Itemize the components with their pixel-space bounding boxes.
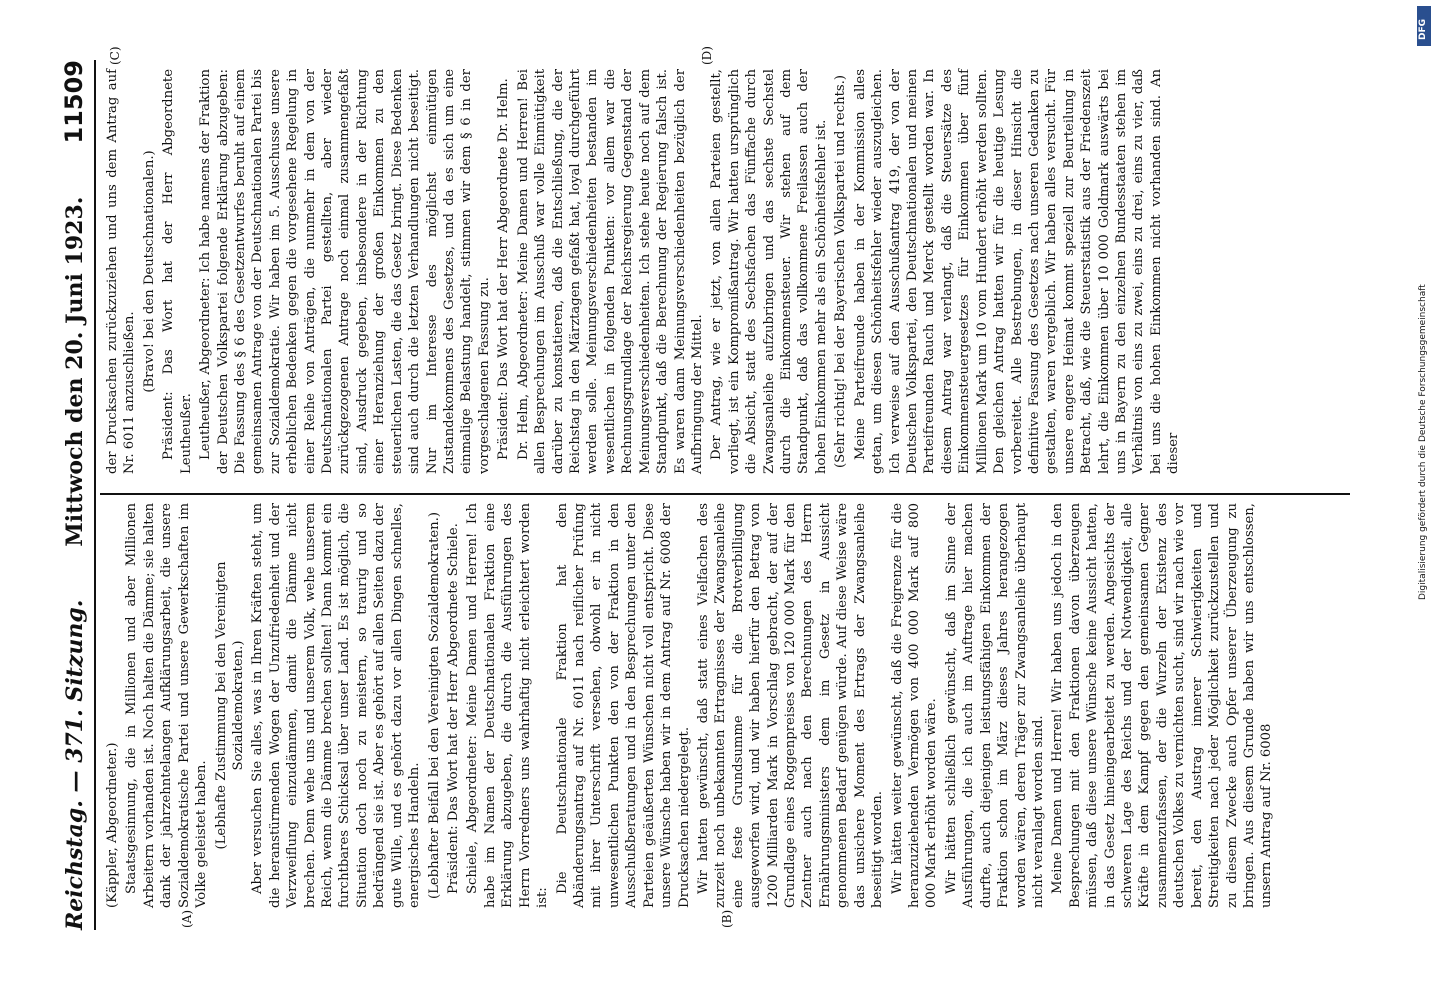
running-head bbox=[60, 60, 96, 930]
presidential-remark: Präsident: Das Wort hat der Herr Abgeordnete Dr. Helm. bbox=[496, 78, 512, 460]
interjection: (Lebhafte Zustimmung bei den Vereinigten Sozialdemokraten.) bbox=[213, 561, 246, 850]
digitization-credit bbox=[1418, 10, 1432, 1000]
paragraph: Staatsgesinnung, die in Millionen und aber Millionen Arbeitern vorhanden ist. Noch halten die Dämme; sie halten dank der jahrzehntelangen Aufklärungsarbeit, die unsere Sozialdemokratische Partei und unsere Gewerkschaften im Volke geleistet haben. bbox=[124, 503, 210, 908]
interjection: (Sehr richtig! bei der Bayerischen Volkspartei und rechts.) bbox=[833, 74, 849, 469]
right-column bbox=[104, 69, 1185, 474]
paragraph: Wir hätten weiter gewünscht, daß die Freigrenze für die heranzuziehenden Vermögen von 400 000 Mark auf 800 000 Mark erhöht worden wäre. bbox=[889, 503, 940, 908]
margin-mark-d: (D) bbox=[700, 46, 714, 65]
paragraph: der Drucksachen zurückzuziehen und uns dem Antrag auf Nr. 6011 anzuschließen. bbox=[105, 69, 138, 474]
paragraph: Dr. Helm, Abgeordneter: Meine Damen und Herren! Bei allen Besprechungen im Ausschuß war volle Einmütigkeit darüber zu konstatieren, daß die Entschließung, die der Reichstag in den Märztagen gefaßt hat, loyal durchgeführt werden solle. Meinungsverschiedenheiten bestanden im wesentlichen in folgenden Punkten: vor allem war die Rechnungsgrundlage der Reichsregierung Gegenstand der Meinungsverschiedenheiten. Ich stehe heute noch auf dem Standpunkt, daß die Berechnung der Regierung falsch ist. Es waren dann Meinungsverschiedenheiten bezüglich der Aufbringung der Mittel. bbox=[515, 69, 705, 474]
presidential-remark: Präsident: Das Wort hat der Herr Abgeordnete Leutheußer. bbox=[161, 69, 194, 474]
paragraph: Meine Parteifreunde haben in der Kommission alles getan, um diesen Schönheitsfehler wieder auszugleichen. Ich verweise auf den Ausschußantrag 419, der von der Deutschen Volkspartei, den Deutschnationalen und meinen Parteifreunden Rauch und Merck gestellt worden war. In diesem Antrag war verlangt, daß die Steuersätze des Einkommensteuergesetzes für Einkommen über fünf Millionen Mark um 10 vom Hundert erhöht werden sollten. Den gleichen Antrag hatten wir für die heutige Lesung vorbereitet. Alle Bestrebungen, in dieser Hinsicht die definitive Fassung des Gesetzes nach unseren Gedanken zu gestalten, waren vergeblich. Wir haben alles versucht. Für unsere engere Heimat kommt speziell zur Beurteilung in Betracht, daß, wie die Steuerstatistik aus der Friedenszeit lehrt, die Einkommen über 10 000 Goldmark auswärts bei uns in Bayern zu den einzelnen Bundesstaaten stehen im Verhältnis von eins zu zwei, eins zu drei, eins zu vier, daß bei uns die hohen Einkommen nicht vorhanden sind. An dieser bbox=[852, 69, 1182, 474]
paragraph: Leutheußer, Abgeordneter: Ich habe namens der Fraktion der Deutschen Volkspartei folgende Erklärung abzugeben: Die Fassung des § 6 des Gesetzentwurfes beruht auf einem gemeinsamen Antrage von der Deutschnationalen Partei bis zur Sozialdemokratie. Wir haben im 5. Ausschusse unsere erheblichen Bedenken gegen die vorgesehene Regelung in einer Reihe von Anträgen, die nunmehr in dem von der Deutschnationalen Partei gestellten, aber wieder zurückgezogenen Antrage noch einmal zusammengefaßt sind, Ausdruck gegeben, insbesondere in der Richtung einer Heranziehung der großen Einkommen zu den steuerlichen Lasten, die das Gesetz bringt. Diese Bedenken sind auch durch die letzten Verhandlungen nicht beseitigt. Nur im Interesse des möglichst einmütigen Zustandekommens des Gesetzes, und da es sich um eine einmalige Belastung handelt, stimmen wir dem § 6 in der vorgeschlagenen Fassung zu. bbox=[198, 69, 492, 474]
margin-mark-c: (C) bbox=[108, 46, 122, 65]
left-column bbox=[104, 503, 1278, 908]
paragraph: Der Antrag, wie er jetzt, von allen Parteien gestellt, vorliegt, ist ein Kompromißantrag. Wir hatten ursprünglich die Absicht, statt des Sechsfachen das Fünffache durch Zwangsanleihe aufzubringen und das sechste Sechstel durch die Einkommensteuer. Wir stehen auf dem Standpunkt, daß das vollkommene Freilassen auch der hohen Einkommen mehr als ein Schönheitsfehler ist. bbox=[709, 69, 829, 474]
speaker-tag: (Käppler, Abgeordneter.) bbox=[105, 742, 120, 908]
dfg-logo-text: DFG bbox=[1418, 18, 1428, 40]
paragraph: Aber versuchen Sie alles, was in Ihren Kräften steht, um die heranstürmenden Wogen der Unzufriedenheit und der Verzweiflung einzudämmen, damit die Dämme nicht brechen. Denn wehe uns und unserem Volk, wehe unserem Reich, wenn die Dämme brechen sollten! Dann kommt ein furchtbares Schicksal über unser Land. Es ist möglich, die Situation doch noch zu meistern, so traurig und so bedrängend sie ist. Aber es gehört auf allen Seiten dazu der gute Wille, und es gehört dazu vor allen Dingen schnelles, energisches Handeln. bbox=[250, 503, 423, 908]
paragraph: Meine Damen und Herren! Wir haben uns jedoch in den Besprechungen mit den Fraktionen davon überzeugen müssen, daß diese unsere Wünsche keine Aussicht hatten, in das Gesetz hineingearbeitet zu werden. Angesichts der schweren Lage des Reichs und der Notwendigkeit, alle Kräfte in dem Kampf gegen den gemeinsamen Gegner zusammenzufassen, der die Wurzeln der Existenz des deutschen Volkes zu vernichten sucht, sind wir nach wie vor bereit, den Austrag innerer Schwierigkeiten und Streitigkeiten nach jeder Möglichkeit zurückzustellen und zu diesem Zwecke auch Opfer unserer Überzeugung zu bringen. Aus diesem Grunde haben wir uns entschlossen, unsern Antrag auf Nr. 6008 bbox=[1050, 503, 1275, 908]
margin-mark-a: (A) bbox=[180, 909, 194, 928]
page-number: 11509 bbox=[60, 60, 88, 144]
paragraph: Wir hätten schließlich gewünscht, daß im Sinne der Ausführungen, die ich auch im Auftrage hier machen durfte, auch diejenigen leistungsfähigen Einkommen der Fraktion schon im März dieses Jahres herangezogen worden wären, deren Träger zur Zwangsanleihe überhaupt nicht veranlagt worden sind. bbox=[943, 503, 1046, 908]
header-date: Mittwoch den 20. Juni 1923. bbox=[62, 196, 88, 547]
header-session: Reichstag. — 371. Sitzung. bbox=[62, 599, 88, 930]
paragraph: Die Deutschnationale Fraktion hat den Abänderungsantrag auf Nr. 6011 nach reiflicher Prüfung mit ihrer Unterschrift versehen, obwohl er in nicht unwesentlichen Punkten den von der Fraktion in den Ausschußberatungen und in den Besprechungen unter den Parteien geäußerten Wünschen nicht voll entspricht. Diese unsere Wünsche haben wir in dem Antrag auf Nr. 6008 der Drucksachen niedergelegt. bbox=[554, 503, 692, 908]
interjection: (Lebhafter Beifall bei den Vereinigten Sozialdemokraten.) bbox=[426, 511, 442, 900]
presidential-remark: Präsident: Das Wort hat der Herr Abgeordnete Schiele. bbox=[446, 523, 462, 894]
paragraph: Wir hatten gewünscht, daß statt eines Vielfachen des zurzeit noch unbekannten Ertragnisses der Zwangsanleihe eine feste Grundsumme für die Brotverbilligung ausgeworfen wird, und wir haben hierfür den Betrag von 1200 Milliarden Mark in Vorschlag gebracht, der auf der Grundlage eines Roggenpreises von 120 000 Mark für den Zentner auch nach den Berechnungen des Herrn Ernährungsministers dem im Gesetz in Aussicht genommenen Bedarf genügen würde. Auf diese Weise wäre das unsichere Moment des Ertrags der Zwangsanleihe beseitigt worden. bbox=[695, 503, 886, 908]
credit-text: Digitalisierung gefördert durch die Deutsche Forschungsgemeinschaft bbox=[1418, 284, 1428, 600]
paragraph: Schiele, Abgeordneter: Meine Damen und Herren! Ich habe im Namen der Deutschnationalen Fraktion eine Erklärung abzugeben, die durch die Ausführungen des Herrn Vorredners uns wahrhaftig nicht erleichtert worden ist: bbox=[465, 503, 551, 908]
interjection: (Bravo! bei den Deutschnationalen.) bbox=[141, 150, 157, 393]
margin-mark-b: (B) bbox=[720, 909, 734, 928]
column-divider bbox=[100, 493, 1350, 495]
